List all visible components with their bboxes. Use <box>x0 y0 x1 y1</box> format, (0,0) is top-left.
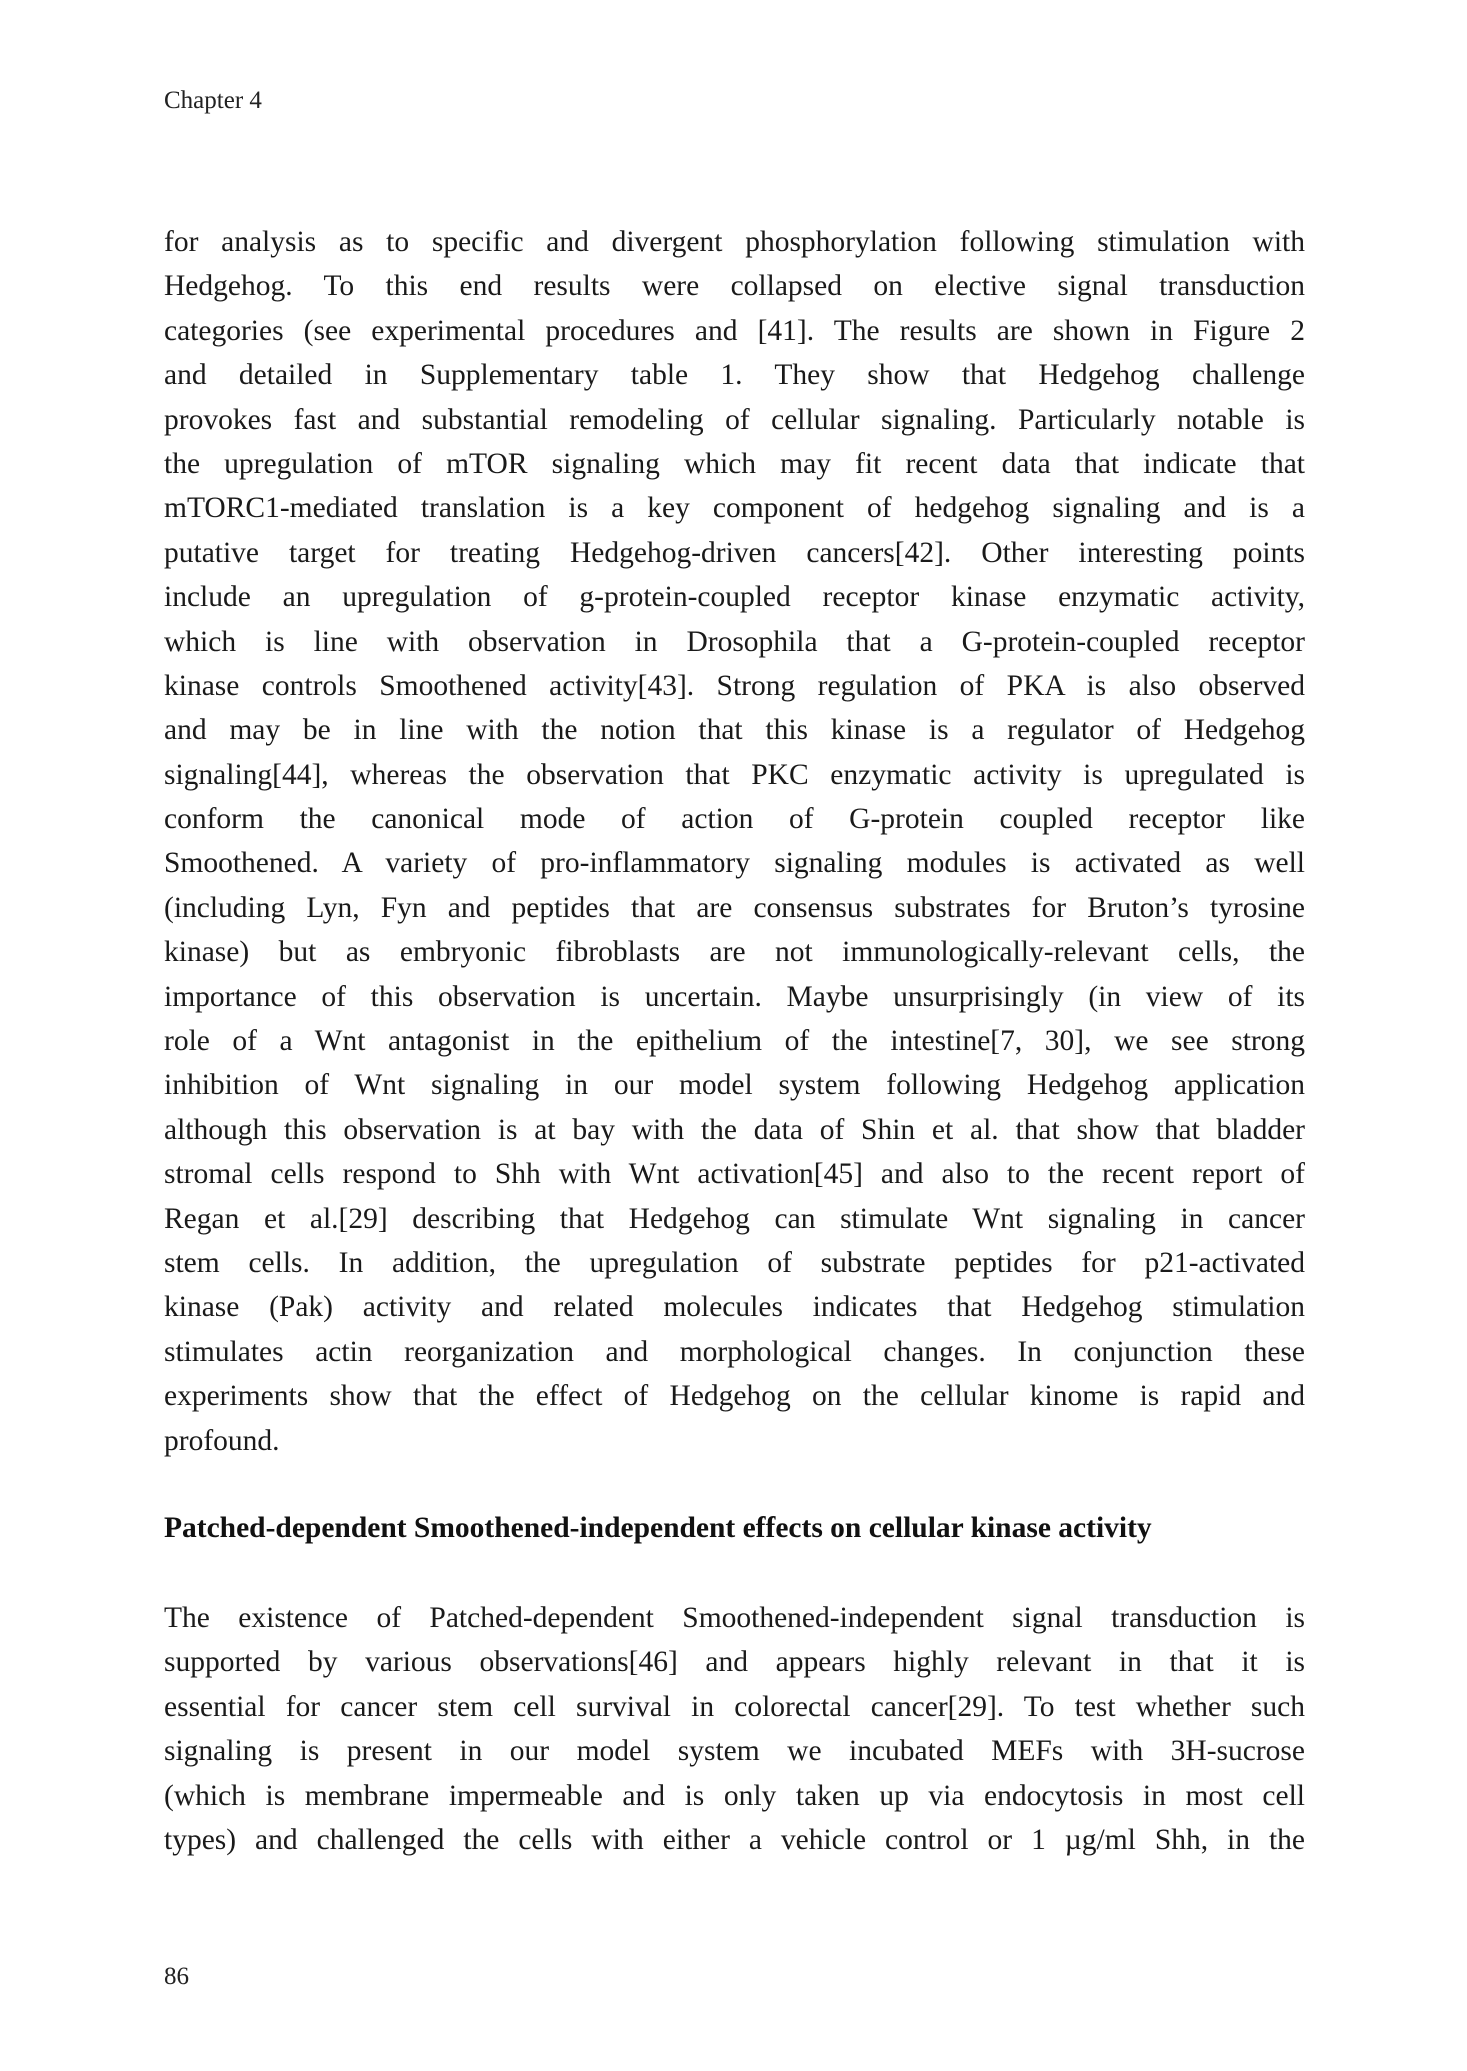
text-line: importance of this observation is uncertain. Maybe unsurprisingly (in view of its <box>164 980 1305 1013</box>
text-line: and may be in line with the notion that this kinase is a regulator of Hedgehog <box>164 714 1305 747</box>
text-line: Regan et al.[29] describing that Hedgehog can stimulate Wnt signaling in cancer <box>164 1202 1305 1235</box>
text-line: inhibition of Wnt signaling in our model system following Hedgehog application <box>164 1069 1305 1102</box>
text-line: The existence of Patched-dependent Smoothened-independent signal transduction is <box>164 1602 1305 1634</box>
text-line: Smoothened. A variety of pro-inflammatory signaling modules is activated as well <box>164 847 1305 880</box>
text-line: which is line with observation in Drosophila that a G-protein-coupled receptor <box>164 625 1305 658</box>
text-line: kinase (Pak) activity and related molecules indicates that Hedgehog stimulation <box>164 1291 1305 1324</box>
text-line: signaling[44], whereas the observation that PKC enzymatic activity is upregulated is <box>164 758 1305 791</box>
text-line: categories (see experimental procedures and [41]. The results are shown in Figure 2 <box>164 314 1305 347</box>
text-line: supported by various observations[46] and appears highly relevant in that it is <box>164 1646 1305 1679</box>
text-line: and detailed in Supplementary table 1. They show that Hedgehog challenge <box>164 359 1305 392</box>
text-line: kinase controls Smoothened activity[43]. Strong regulation of PKA is also observed <box>164 669 1305 702</box>
text-line: conform the canonical mode of action of G-protein coupled receptor like <box>164 803 1305 836</box>
text-line: experiments show that the effect of Hedgehog on the cellular kinome is rapid and <box>164 1380 1305 1413</box>
text-line: stem cells. In addition, the upregulation of substrate peptides for p21-activated <box>164 1246 1305 1279</box>
text-line: for analysis as to specific and divergent phosphorylation following stimulation with <box>164 226 1305 258</box>
text-line: the upregulation of mTOR signaling which may fit recent data that indicate that <box>164 447 1305 480</box>
text-line: essential for cancer stem cell survival in colorectal cancer[29]. To test whether such <box>164 1690 1305 1723</box>
text-line: although this observation is at bay with the data of Shin et al. that show that bladder <box>164 1113 1305 1146</box>
text-line: mTORC1-mediated translation is a key component of hedgehog signaling and is a <box>164 492 1305 525</box>
text-line: putative target for treating Hedgehog-driven cancers[42]. Other interesting points <box>164 536 1305 569</box>
text-line: stromal cells respond to Shh with Wnt activation[45] and also to the recent report of <box>164 1158 1305 1191</box>
page-number: 86 <box>164 1963 189 1990</box>
text-line: provokes fast and substantial remodeling of cellular signaling. Particularly notable is <box>164 403 1305 436</box>
text-line: signaling is present in our model system we incubated MEFs with 3H-sucrose <box>164 1735 1305 1768</box>
section-heading: Patched-dependent Smoothened-independent effects on cellular kinase activity <box>164 1512 1152 1544</box>
text-line: role of a Wnt antagonist in the epithelium of the intestine[7, 30], we see strong <box>164 1025 1305 1058</box>
body-paragraph-2 <box>164 1596 1305 1862</box>
running-header: Chapter 4 <box>164 87 262 114</box>
text-line: stimulates actin reorganization and morphological changes. In conjunction these <box>164 1335 1305 1368</box>
text-line: include an upregulation of g-protein-coupled receptor kinase enzymatic activity, <box>164 581 1305 614</box>
text-line: profound. <box>164 1424 280 1457</box>
text-line: kinase) but as embryonic fibroblasts are not immunologically-relevant cells, the <box>164 936 1305 969</box>
text-line: (including Lyn, Fyn and peptides that are consensus substrates for Bruton’s tyrosine <box>164 891 1305 924</box>
text-line: (which is membrane impermeable and is only taken up via endocytosis in most cell <box>164 1779 1305 1812</box>
body-paragraph-1 <box>164 220 1305 1463</box>
text-line: types) and challenged the cells with either a vehicle control or 1 µg/ml Shh, in the <box>164 1823 1305 1856</box>
text-line: Hedgehog. To this end results were collapsed on elective signal transduction <box>164 270 1305 303</box>
